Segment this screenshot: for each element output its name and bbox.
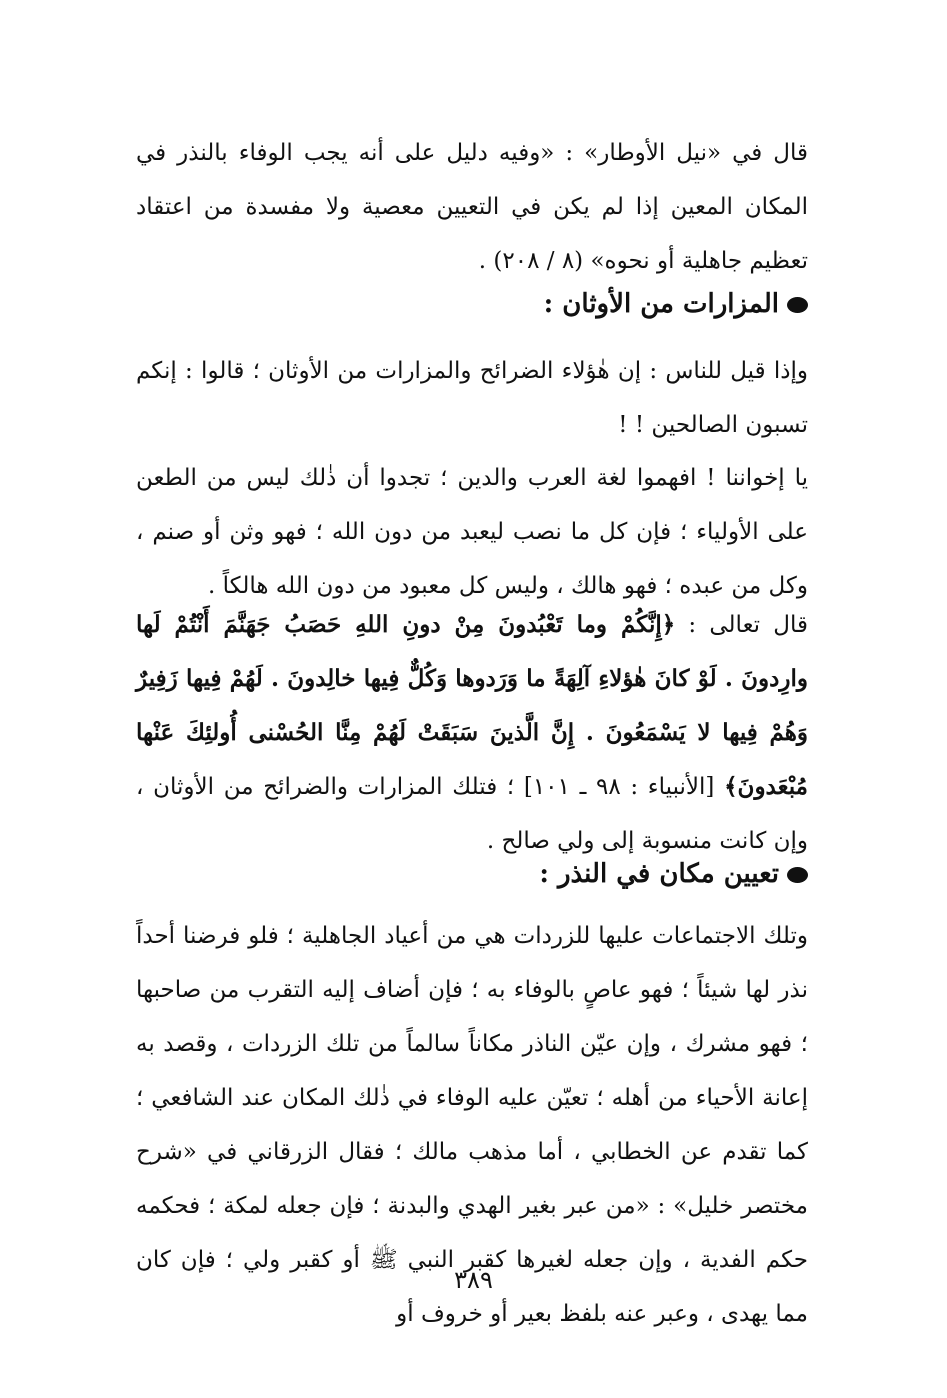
paragraph-text: قال تعالى : (675, 612, 808, 638)
bullet-icon (787, 867, 808, 883)
section-heading-shrines (136, 284, 808, 324)
paragraph-text: وتلك الاجتماعات عليها للزردات هي من أعياد الجاهلية ؛ فلو فرضنا أحداً نذر لها شيئاً ؛ فهو عاصٍ بالوفاء به ؛ فإن أضاف إليه التقرب من صاحبها ؛ فهو مشرك ، وإن عيّن الناذر مكاناً سالماً من تلك الزردات ، وقصد به إعانة الأحياء من أهله ؛ تعيّن عليه الوفاء في ذٰلك المكان عند الشافعي ؛ كما تقدم عن الخطابي ، أما مذهب مالك ؛ فقال الزرقاني في «شرح مختصر خليل» : «من عبر بغير الهدي والبدنة ؛ فإن جعله لمكة ؛ فحكمه حكم الفدية ، وإن جعله لغيرها كقبر النبي ﷺ أو كقبر ولي ؛ فإن كان مما يهدى ، وعبر عنه بلفظ بعير أو خروف أو (136, 923, 808, 1327)
paragraph-brothers (136, 451, 808, 613)
paragraph-text: وإذا قيل للناس : إن هٰؤلاء الضرائح والمزارات من الأوثان ؛ قالوا : إنكم تسبون الصالحين ! ! (136, 358, 808, 438)
paragraph-text: يا إخواننا ! افهموا لغة العرب والدين ؛ تجدوا أن ذٰلك ليس من الطعن على الأولياء ؛ فإن كل ما نصب ليعبد من دون الله ؛ فهو وثن أو صنم ، وكل من عبده ؛ فهو هالك ، وليس كل معبود من دون الله هالكاً . (136, 465, 808, 599)
paragraph-text: قال في «نيل الأوطار» : «وفيه دليل على أنه يجب الوفاء بالنذر في المكان المعين إذا لم يكن في التعيين معصية ولا مفسدة من اعتقاد تعظيم جاهلية أو نحوه» (٨ / ٢٠٨) . (136, 140, 808, 274)
quran-verse: ﴿إِنَّكُمْ وما تَعْبُدونَ مِنْ دونِ اللهِ حَصَبُ جَهَنَّمَ أَنْتُمْ لَها وارِدونَ . لَوْ كانَ هٰؤلاءِ آلِهَةً ما وَرَدوها وَكُلٌّ فِيها خالِدونَ . لَهُمْ فِيها زَفِيرٌ وَهُمْ فِيها لا يَسْمَعُونَ . إِنَّ الَّذينَ سَبَقَتْ لَهُمْ مِنَّا الحُسْنى أُولئِكَ عَنْها مُبْعَدونَ﴾ (136, 611, 808, 800)
bullet-icon (787, 297, 808, 313)
page-number: ٣٨٩ (454, 1266, 493, 1294)
heading-text: تعيين مكان في النذر : (539, 859, 779, 889)
paragraph-quran-verse (136, 598, 808, 868)
paragraph-nail-al-awtar (136, 126, 808, 288)
heading-text: المزارات من الأوثان : (543, 289, 779, 319)
paragraph-text: [الأنبياء : ٩٨ ـ ١٠١] ؛ فتلك المزارات والضرائح من الأوثان ، وإن كانت منسوبة إلى ولي صالح . (136, 774, 808, 854)
paragraph-shrines-claim (136, 344, 808, 452)
section-heading-vow-place (136, 854, 808, 894)
